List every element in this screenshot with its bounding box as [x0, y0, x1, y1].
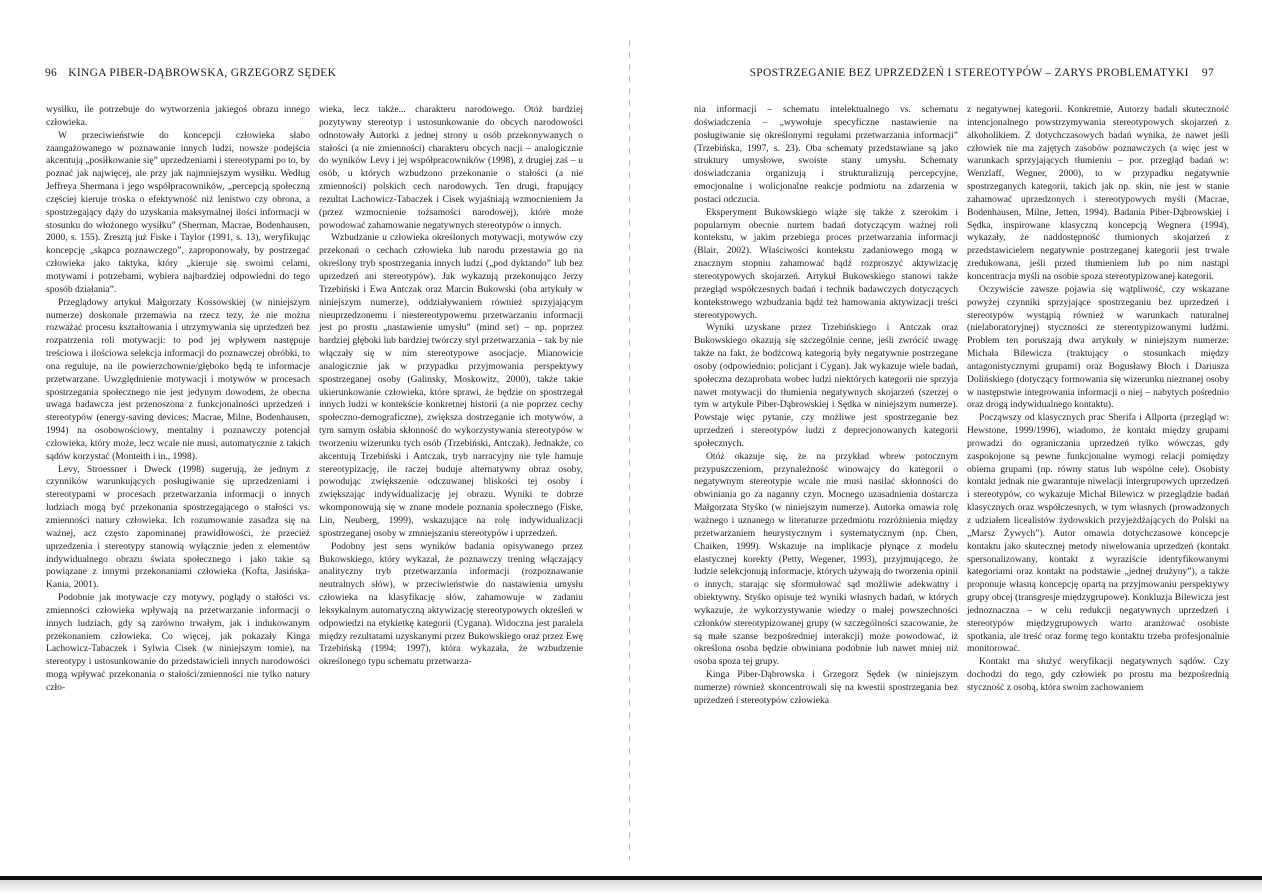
paragraph: Podobnie jak motywacje czy motywy, poglądy o stałości vs. zmienności człowieka wpływają na przetwarzanie informacji o innych ludziach, gdy są zarówno trwałym, jak i indukowanym przekonaniem człowieka. Co więcej, jak pokazały Kinga Lachowicz-Tabaczek i Sylwia Cisek (w niniejszym tomie), na stereotypy i ustosunkowanie do przedstawicieli innych narodowości mogą wpływać przekonania o stałości/zmienności nie tylko natury czło- [46, 592, 310, 693]
left-running-head [45, 67, 336, 79]
paragraph: Podobny jest sens wyników badania opisywanego przez Bukowskiego, który wykazał, że poznawczy trening włączający analityczny tryb przetwarzania informacji (rozpoznawanie neutralnych słów), w przeciwieństwie do nastawienia umysłu człowieka na klasyfikację słów, zahamowuje w zadaniu leksykalnym automatyczną aktywizację stereotypowych określeń w odpowiedzi na etykietkę kategorii (Cygana). Widoczna jest paralela między rezultatami uzyskanymi przez Bukowskiego oraz przez Ewę Trzebińską (1994; 1997), która wykazała, że wzbudzenie określonego typu schematu przetwarza- [319, 540, 583, 668]
right-column-1 [694, 104, 958, 708]
right-page-number: 97 [1201, 67, 1214, 79]
paragraph: wysiłku, ile potrzebuje do wytworzenia jakiegoś obrazu innego człowieka. [46, 104, 310, 128]
paragraph: Kinga Piber-Dąbrowska i Grzegorz Sędek (w niniejszym numerze) również skoncentrowali się na kwestii spostrzegania bez uprzedzeń i stereotypów człowieka [694, 669, 958, 706]
right-running-head-title: SPOSTRZEGANIE BEZ UPRZEDZEŃ I STEREOTYPÓW – ZARYS PROBLEMATYKI [749, 67, 1189, 79]
scan-bottom-shadow [0, 880, 1262, 894]
paragraph: z negatywnej kategorii. Konkretnie, Autorzy badali skuteczność intencjonalnego powstrzymywania stereotypowych skojarzeń z alkoholikiem. Z dotychczasowych badań wynika, że nawet jeśli człowiek nie ma zajętych zasobów poznawczych (a więc jest w warunkach sprzyjających tłumieniu – por. przegląd badań w: Wenzlaff, Wegner, 2000), to w przypadku negatywnie spostrzeganych kategorii, takich jak np. skin, nie jest w stanie zahamować uprzedzonych i stereotypowych myśli (Macrae, Bodenhausen, Milne, Jetten, 1994). Badania Piber-Dąbrowskiej i Sędka, inspirowane klasyczną koncepcją Wegnera (1994), wykazały, że naddostępność tłumionych skojarzeń z przedstawicielem negatywnie postrzeganej kategorii jest trwale zredukowana, jeśli przed tłumieniem lub po nim nastąpi koncentracja myśli na osobie spoza stereotypizowanej kategorii. [967, 104, 1229, 282]
paragraph: Kontakt ma służyć weryfikacji negatywnych sądów. Czy dochodzi do tego, gdy człowiek po prostu ma bezpośrednią styczność z osobą, która swoim zachowaniem [967, 656, 1229, 693]
paragraph: Levy, Stroessner i Dweck (1998) sugerują, że jednym z czynników warunkujących posługiwanie się uprzedzeniami i stereotypami w procesach przetwarzania informacji o innych ludziach mogą być przekonania spostrzegającego o stałości vs. zmienności natury człowieka. Ich rozumowanie zasadza się na ważnej, acz często zapominanej prawidłowości, że przecież uprzedzenia i stereotypy stanowią wyłącznie jeden z elementów indywidualnego obrazu świata społecznego i jako takie są powiązane z innymi przekonaniami człowieka (Kofta, Jasińska-Kania, 2001). [46, 463, 310, 591]
paragraph: Wzbudzanie u człowieka określonych motywacji, motywów czy przekonań o cechach człowieka lub narodu przestawia go na określony tryb spostrzegania innych ludzi („pod dyktando” lub bez uprzedzeń ani stereotypów). Jak wykazują przekonująco Jerzy Trzebiński i Ewa Antczak oraz Marcin Bukowski (oba artykuły w niniejszym numerze), oddziaływaniem również sprzyjającym nieuprzedzonemu i niestereotypowemu przetwarzaniu informacji jest po prostu „nastawienie umysłu” (mind set) – np. poprzez bardziej głęboki lub bardziej twórczy styl przetwarzania – tak by nie włączały się w nim stereotypowe asocjacje. Mianowicie analogicznie jak w przypadku przyjmowania perspektywy spostrzeganej osoby (Galinsky, Moskowitz, 2000), także takie ukierunkowanie człowieka, które sprawi, że będzie on spostrzegał innych ludzi w kontekście konkretnej historii (a nie poprzez cechy społeczno-demograficzne), zwiększa dostrzeganie ich motywów, a tym samym osłabia skłonność do wykorzystywania stereotypów w tworzeniu wizerunku tych osób (Trzebiński, Antczak). Jednakże, co akcentują Trzebiński i Antczak, tryb narracyjny nie tyle hamuje stereotypizację, ile raczej buduje alternatywny obraz osoby, powodując zwiększenie odczuwanej bliskości tej osoby i zwiększając indywidualizację jej obrazu. Wyniki te dobrze wkomponowują się w znane modele poznania społecznego (Fiske, Lin, Neuberg, 1999), wskazujące na rolę indywidualizacji spostrzeganej osoby w zmniejszaniu stereotypów i uprzedzeń. [319, 232, 583, 539]
paragraph: Oczywiście zawsze pojawia się wątpliwość, czy wskazane powyżej czynniki sprzyjające spostrzeganiu bez uprzedzeń i stereotypów wystąpią również w warunkach naturalnej (nielaboratoryjnej) styczności ze stereotypizowanymi ludźmi. Problem ten poruszają dwa artykuły w niniejszym numerze: Michała Bilewicza (traktujący o stosunkach między antagonistycznymi grupami) oraz Bogusławy Błoch i Dariusza Dolińskiego (dotyczący formowania się wizerunku nieznanej osoby w następstwie integrowania informacji o niej – nabytych pośrednio oraz drogą indywidualnego kontaktu). [967, 283, 1229, 411]
paragraph: Otóż okazuje się, że na przykład wbrew potocznym przypuszczeniom, przynależność winowajcy do kategorii o negatywnym stereotypie wcale nie musi nasilać skłonności do obwiniania go za naganny czyn. Mocnego uzasadnienia dostarcza Małgorzata Styśko (w niniejszym numerze). Autorka omawia rolę ważnego i uznanego w literaturze przedmiotu rozróżnienia między przetwarzaniem heurystycznym i systematycznym (np. Chen, Chaiken, 1999). Wskazuje na implikacje płynące z modelu elastycznej korekty (Petty, Wegener, 1993), przyjmującego, że ludzie selekcjonują informacje, których używają do tworzenia opinii o innych, starając się sformułować sąd możliwie adekwatny i obiektywny. Styśko opisuje też wyniki własnych badań, w których wykazuje, że wykorzystywanie wiedzy o małej powszechności członków stereotypizowanej grupy (w szczególności szacowanie, że są małe szanse bezpośredniej interakcji) może powodować, iż określona osoba będzie obwiniana podobnie lub nawet mniej niż osoba spoza tej grupy. [694, 450, 958, 668]
paragraph: Wyniki uzyskane przez Trzebińskiego i Antczak oraz Bukowskiego okazują się szczególnie cenne, jeśli zwrócić uwagę także na fakt, że bodźcową kategorią były negatywnie postrzegane osoby (odpowiednio: policjant i Cygan). Jak wykazuje wiele badań, społeczna dezaprobata wobec ludzi niektórych kategorii nie sprzyja nawet motywacji do tłumienia negatywnych skojarzeń (szerzej o tym w artykule Piber-Dąbrowskiej i Sędka w niniejszym numerze). Powstaje więc pytanie, czy możliwe jest spostrzeganie bez uprzedzeń i stereotypów ludzi z deprecjonowanych kategorii społecznych. [694, 322, 958, 449]
right-running-head [750, 67, 1214, 79]
right-page [631, 0, 1262, 894]
left-column-1 [46, 104, 310, 695]
left-column-2 [319, 104, 583, 669]
paragraph: W przeciwieństwie do koncepcji człowieka słabo zaangażowanego w poznawanie innych ludzi, nowsze podejścia akcentują „posiłkowanie się” uprzedzeniami i stereotypami po to, by poznać jak najwięcej, ale przy jak najmniejszym wysiłku. Według Jeffreya Shermana i jego współpracowników, „percepcją społeczną częściej kieruje troska o efektywność niż lenistwo czy obrona, a spostrzegający dąży do uzyskania maksymalnej ilości informacji w stosunku do włożonego wysiłku” (Sherman, Macrae, Bodenhausen, 2000, s. 155). Zresztą już Fiske i Taylor (1991, s. 13), weryfikując koncepcję „skąpca poznawczego”, zaproponowały, by postrzegać człowieka jako taktyka, który „kieruje się swoimi celami, motywami i potrzebami, wybiera najbardziej odpowiedni do tego sposób działania”. [46, 129, 311, 295]
left-running-head-title: KINGA PIBER-DĄBROWSKA, GRZEGORZ SĘDEK [68, 67, 337, 79]
paragraph: Przeglądowy artykuł Małgorzaty Kossowskiej (w niniejszym numerze) doskonale przemawia na rzecz tezy, że nie można rozważać procesu kształtowania i utrzymywania się uprzedzeń bez rozpatrzenia roli motywacji: to pod jej wpływem następuje treściowa i ilościowa selekcja informacji do poznawczej obróbki, to ona reguluje, na ile powierzchownie/głęboko będą te informacje przetwarzane. Uwzględnienie motywacji i motywów w procesach spostrzegania społecznego nie jest jedynym dowodem, że obecna uwaga badawcza jest przenoszona z funkcjonalności uprzedzeń i stereotypów (energy-saving devices; Macrae, Milne, Bodenhausen, 1994) na osobowościowy, mentalny i poznawczy potencjał człowieka, który może, lecz wcale nie musi, automatycznie z takich sądów korzystać (Monteith i in., 1998). [46, 296, 310, 462]
right-column-2 [967, 104, 1229, 695]
left-page-number: 96 [45, 67, 58, 79]
book-spine-gutter [629, 40, 630, 860]
paragraph: wieka, lecz także... charakteru narodowego. Otóż bardziej pozytywny stereotyp i ustosunkowanie do obcych narodowości odnotowały Autorki z jednej strony u osób przekonywanych o stałości (a nie zmienności) charakteru obcych nacji – analogicznie do wyników Levy i jej współpracowników (1998), z drugiej zaś – u osób, u których wzbudzono przekonanie o stałości (a nie zmienności) polskich cech narodowych. Ten drugi, frapujący rezultat Lachowicz-Tabaczek i Cisek wyjaśniają wzmocnieniem Ja (przez wzmocnienie tożsamości narodowej), które może powodować zahamowanie negatywnych stereotypów o innych. [319, 104, 583, 231]
paragraph: nia informacji – schematu intelektualnego vs. schematu doświadczenia – „wywołuje specyficzne nastawienie na posługiwanie się określonymi regułami przetwarzania informacji” (Trzebińska, 1997, s. 23). Oba schematy przedstawiane są jako struktury umysłowe, swoiste stany umysłu. Schematy doświadczania organizują i strukturalizują percepcyjne, emocjonalne i wolicjonalne reakcje podmiotu na zdarzenia w postaci odczucia. [694, 104, 958, 205]
paragraph: Eksperyment Bukowskiego wiąże się także z szerokim i popularnym obecnie nurtem badań dotyczącym ważnej roli kontekstu, w jakim przebiega proces przetwarzania informacji (Blair, 2002). Właściwości kontekstu zadaniowego mogą w znacznym stopniu zahamować bądź rozproszyć aktywizację stereotypowych skojarzeń. Artykuł Bukowskiego stanowi także przegląd współczesnych badań i technik badawczych dotyczących kontekstowego wzbudzania bądź też hamowania aktywizacji treści stereotypowych. [694, 206, 958, 321]
paragraph: Począwszy od klasycznych prac Sherifa i Allporta (przegląd w: Hewstone, 1999/1996), wiadomo, że kontakt między grupami prowadzi do ograniczania uprzedzeń tylko wówczas, gdy zaspokojone są pewne funkcjonalne wymogi relacji pomiędzy obiema grupami (np. równy status lub wspólne cele). Osobisty kontakt jednak nie gwarantuje niwelacji intergrupowych uprzedzeń i stereotypów, co wykazuje Michał Bilewicz w przeglądzie badań klasycznych oraz współczesnych, w tym własnych (prowadzonych z udziałem licealistów żydowskich przyjeżdżających do Polski na „Marsz Żywych”). Autor omawia dotychczasowe koncepcje kontaktu jako skutecznej metody niwelowania uprzedzeń (kontakt spersonalizowany, kontakt z wyraziście identyfikowanymi kategoriami oraz kontakt na podstawie „jednej drużyny”), a także proponuje własną koncepcję opartą na przyjmowaniu perspektywy grupy obcej (transgresje międzygrupowe). Konkluzja Bilewicza jest jednoznaczna – w celu redukcji negatywnych uprzedzeń i stereotypów międzygrupowych warto aranżować osobiste spotkania, ale treść oraz formę tego kontaktu trzeba profesjonalnie monitorować. [967, 412, 1229, 655]
